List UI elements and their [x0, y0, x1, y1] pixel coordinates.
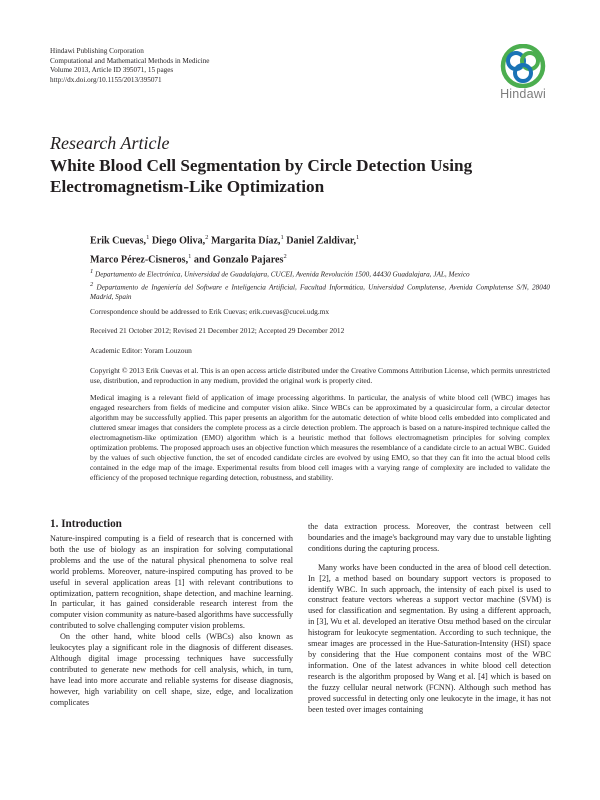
- author-name: Daniel Zaldivar,: [286, 235, 356, 247]
- author-name: Marco Pérez-Cisneros,: [90, 254, 189, 266]
- author-affil-ref: 2: [283, 252, 287, 260]
- affiliation-1: [90, 267, 550, 280]
- authors-line-2: [90, 249, 550, 268]
- journal-line: Computational and Mathematical Methods in Medicine: [50, 56, 210, 65]
- paragraph: the data extraction process. Moreover, the contrast between cell boundaries and the image's background may vary due to unstable lighting conditions during the capturing process.: [308, 522, 551, 553]
- author-name: Erik Cuevas,: [90, 235, 147, 247]
- history-dates: Received 21 October 2012; Revised 21 December 2012; Accepted 29 December 2012: [90, 326, 345, 335]
- paper-title: White Blood Cell Segmentation by Circle Detection Using Electromagnetism-Like Optimization: [50, 156, 473, 196]
- affiliation-2: [90, 280, 550, 303]
- article-type: Research Article: [50, 133, 170, 153]
- author-affil-ref: 2: [205, 234, 209, 241]
- academic-editor: Academic Editor: Yoram Louzoun: [90, 346, 192, 355]
- affiliation-number: 1: [90, 268, 94, 275]
- author-affil-ref: 1: [355, 234, 360, 241]
- doi-link[interactable]: http://dx.doi.org/10.1155/2013/395071: [50, 75, 162, 84]
- author-affil-ref: 1: [280, 234, 284, 241]
- correspondence-note: Correspondence should be addressed to Erik Cuevas; erik.cuevas@cucei.udg.mx: [90, 307, 330, 316]
- author-affil-ref: 1: [146, 234, 150, 241]
- authors-line-1: [90, 230, 550, 249]
- paragraph: Many works have been conducted in the area of blood cell detection. In [2], a method based on boundary support vectors is proposed to identify WBC. In such approach, the intensity of each pixel is used to construct feature vectors whereas a support vector machine (SVM) is used for classification and segmentation. By using a different approach, in [3], Wu et al. developed an iterative Otsu method based on the circular histogram for leukocyte segmentation. According to such technique, the smear images are processed in the Hue-Saturation-Intensity (HSI) space by considering that the Hue component contains most of the WBC information. One of the latest advances in white blood cell detection research is the algorithm proposed by Wang et al. [4] which is based on the fuzzy cellular neural network (FCNN). Although such method has proved successful in detecting only one leukocyte in the image, it has not been tested over images containing: [308, 562, 551, 714]
- affiliation-text: Departamento de Ingeniería del Software e Inteligencia Artificial, Facultad Informática, Universidad Complutense, Avenida Complutense S/N, 28040 Madrid, Spain: [90, 283, 551, 302]
- hindawi-logo: [494, 44, 552, 106]
- paragraph: On the other hand, white blood cells (WBCs) also known as leukocytes play a significant role in the diagnosis of different diseases. Although digital image processing techniques have successfully contributed to generate new methods for cell analysis, which, in turn, have lead into more accurate and reliable systems for disease diagnosis, however, high variability on cell shape, size, edge, and localization complicates: [50, 632, 293, 707]
- publisher-line: Hindawi Publishing Corporation: [50, 47, 144, 55]
- author-name: Diego Oliva,: [151, 235, 206, 247]
- author-name: Margarita Díaz,: [210, 235, 281, 247]
- author-affil-ref: 1: [188, 252, 192, 260]
- section-heading: 1. Introduction: [50, 518, 122, 530]
- abstract: Medical imaging is a relevant field of application of image processing algorithms. In particular, the analysis of white blood cell (WBC) images has engaged researchers from fields of medicine and computer vision alike. Since WBCs can be approximated by a quasicircular form, a circular detector algorithm may be successfully applied. This paper presents an algorithm for the automatic detection of white blood cells embedded into complicated and cluttered smear images that considers the complete process as a circle detection problem. The approach is based on a nature-inspired technique called the electromagnetism-like optimization (EMO) algorithm which is a heuristic method that follows electromagnetism principles for solving complex optimization problems. The proposed approach uses an objective function which measures the resemblance of a candidate circle to an actual WBC. Guided by the values of such objective function, the set of encoded candidate circles are evolved by using EMO, so that they can fit into the actual blood cells contained in the edge map of the image. Experimental results from blood cell images with a varying range of complexity are included to validate the efficiency of the proposed technique regarding detection, robustness, and stability.: [90, 393, 550, 483]
- volume-line: Volume 2013, Article ID 395071, 15 pages: [50, 66, 174, 75]
- author-list: [90, 230, 550, 268]
- affiliation-text: Departamento de Electrónica, Universidad de Guadalajara, CUCEI, Avenida Revolución 1500, 44430 Guadalajara, JAL, Mexico: [95, 270, 470, 279]
- logo-text: Hindawi: [500, 87, 546, 101]
- affiliation-number: 2: [90, 281, 94, 288]
- copyright-notice: Copyright © 2013 Erik Cuevas et al. This is an open access article distributed under the Creative Commons Attribution License, which permits unrestricted use, distribution, and reproduction in any medium, provided the original work is properly cited.: [90, 366, 550, 385]
- hindawi-logo-icon: [499, 44, 547, 88]
- paragraph: Nature-inspired computing is a field of research that is concerned with both the use of biology as an inspiration for solving computational problems and the use of the natural physical phenomena to solve real world problems. Moreover, nature-inspired computing has proved to be useful in several application areas [1] with relevant contributions to optimization, pattern recognition, shape detection, and machine learning. In particular, it has gained considerable research interest from the computer vision community as nature-based algorithms have successfully contributed to solve challenging computer vision problems.: [50, 534, 293, 631]
- right-column: [308, 522, 551, 715]
- left-column: [50, 534, 293, 709]
- author-name: and Gonzalo Pajares: [193, 254, 284, 266]
- journal-header: [50, 47, 210, 85]
